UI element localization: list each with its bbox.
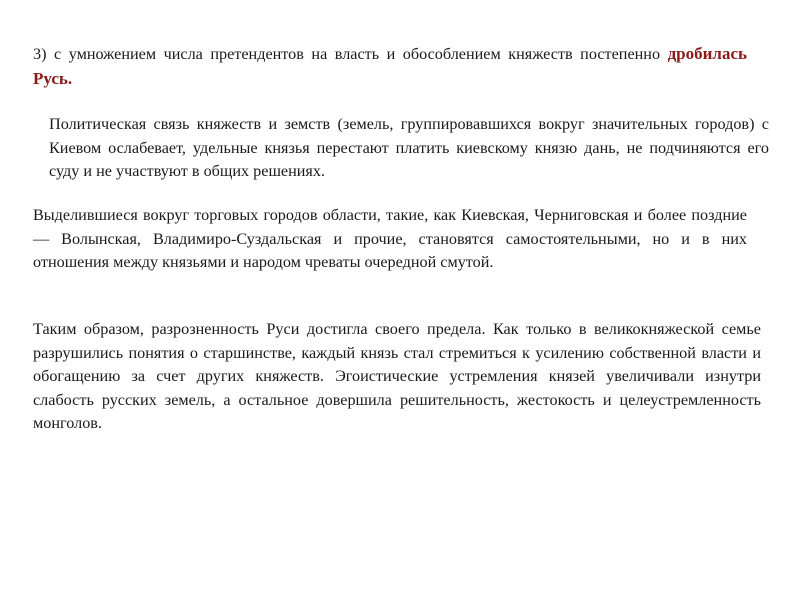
paragraph-3: Выделившиеся вокруг торговых городов области, такие, как Киевская, Черниговская и более поздние — Волынская, Владимиро-Суздальская и прочие, становятся самостоятельными, но и в них отношения между князьями и народом чреваты очередной смутой. bbox=[33, 206, 747, 271]
paragraph-4: Таким образом, разрозненность Руси достигла своего предела. Как только в великокняжеской семье разрушились понятия о старшинстве, каждый князь стал стремиться к усилению собственной власти и обогащению за счет других княжеств. Эгоистические устремления князей увеличивали изнутри слабость русских земель, а остальное довершила решительность, жестокость и целеустремленность монголов. bbox=[33, 320, 761, 432]
paragraph-1-text: 3) с умножением числа претендентов на власть и обособлением княжеств постепенно bbox=[33, 45, 668, 63]
paragraph-2: Политическая связь княжеств и земств (земель, группировавшихся вокруг значительных городов) с Киевом ослабевает, удельные князья перестают платить киевскому князю дань, не подчиняются его суду и не участвуют в общих решениях. bbox=[49, 115, 769, 180]
paragraph-1 bbox=[33, 42, 747, 91]
paragraph-1-emphasis: дробилась Русь. bbox=[33, 44, 747, 88]
